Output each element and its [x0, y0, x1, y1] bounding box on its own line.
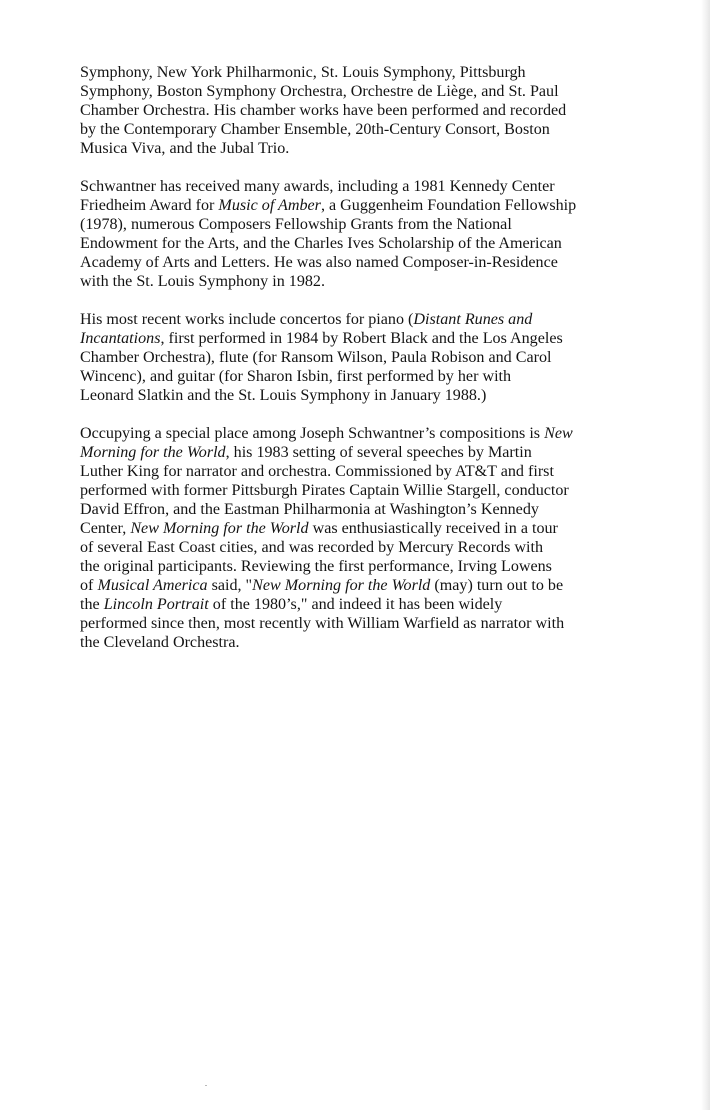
text-line — [80, 310, 708, 329]
text-run: Academy of Arts and Letters. He was also named Composer-in-Residence — [80, 254, 558, 271]
text-run: Wincenc), and guitar (for Sharon Isbin, first performed by her with — [80, 368, 512, 385]
text-line — [80, 557, 708, 576]
text-line — [80, 272, 708, 291]
text-run: (may) turn out to be — [430, 577, 564, 594]
text-run: performed with former Pittsburgh Pirates Captain Willie Stargell, conductor — [80, 482, 569, 499]
text-line — [80, 614, 708, 633]
paragraph — [80, 177, 708, 291]
text-line — [80, 329, 708, 348]
text-run: the Cleveland Orchestra. — [80, 634, 240, 651]
text-run: Friedheim Award for — [80, 197, 219, 214]
text-run: by the Contemporary Chamber Ensemble, 20th-Century Consort, Boston — [80, 121, 550, 138]
text-line — [80, 462, 708, 481]
body-text — [80, 63, 708, 671]
scan-speck — [205, 1085, 207, 1086]
text-line — [80, 633, 708, 652]
text-line — [80, 576, 708, 595]
text-line — [80, 424, 708, 443]
text-run: said, " — [207, 577, 253, 594]
text-line — [80, 234, 708, 253]
text-run: Symphony, Boston Symphony Orchestra, Orchestre de Liège, and St. Paul — [80, 83, 559, 100]
text-line — [80, 538, 708, 557]
italic-title: New — [544, 425, 573, 442]
italic-title: Musical America — [97, 577, 208, 594]
text-run: Endowment for the Arts, and the Charles Ives Scholarship of the American — [80, 235, 562, 252]
italic-title: New Morning for the World — [130, 520, 309, 537]
italic-title: Music of Amber — [218, 197, 321, 214]
text-line — [80, 177, 708, 196]
text-run: of the 1980’s," and indeed it has been widely — [208, 596, 503, 613]
text-run: Center, — [80, 520, 131, 537]
italic-title: Morning for the World — [80, 444, 226, 461]
text-run: of several East Coast cities, and was recorded by Mercury Records with — [80, 539, 543, 556]
text-run: the original participants. Reviewing the first performance, Irving Lowens — [80, 558, 552, 575]
text-line — [80, 595, 708, 614]
page-edge-shadow — [701, 0, 710, 1110]
paragraph — [80, 424, 708, 652]
text-run: Symphony, New York Philharmonic, St. Louis Symphony, Pittsburgh — [80, 64, 526, 81]
text-run: of — [80, 577, 98, 594]
text-line — [80, 443, 708, 462]
text-line — [80, 63, 708, 82]
text-run: , a Guggenheim Foundation Fellowship — [320, 197, 577, 214]
text-line — [80, 253, 708, 272]
text-run: His most recent works include concertos for piano ( — [80, 311, 414, 328]
italic-title: New Morning for the World — [252, 577, 431, 594]
text-run: Leonard Slatkin and the St. Louis Symphony in January 1988.) — [80, 387, 487, 404]
text-run: was enthusiastically received in a tour — [308, 520, 558, 537]
text-line — [80, 500, 708, 519]
text-line — [80, 215, 708, 234]
text-line — [80, 348, 708, 367]
italic-title: Incantations — [80, 330, 161, 347]
text-line — [80, 101, 708, 120]
text-run: the — [80, 596, 104, 613]
text-run: (1978), numerous Composers Fellowship Grants from the National — [80, 216, 512, 233]
text-line — [80, 139, 708, 158]
text-run: Chamber Orchestra. His chamber works have been performed and recorded — [80, 102, 567, 119]
text-run: Musica Viva, and the Jubal Trio. — [80, 140, 290, 157]
text-line — [80, 481, 708, 500]
paragraph — [80, 310, 708, 405]
text-run: David Effron, and the Eastman Philharmonia at Washington’s Kennedy — [80, 501, 539, 518]
text-run: Occupying a special place among Joseph Schwantner’s compositions is — [80, 425, 545, 442]
text-line — [80, 386, 708, 405]
text-line — [80, 196, 708, 215]
text-line — [80, 367, 708, 386]
text-line — [80, 519, 708, 538]
text-line — [80, 82, 708, 101]
text-run: Luther King for narrator and orchestra. Commissioned by AT&T and first — [80, 463, 554, 480]
text-run: Chamber Orchestra), flute (for Ransom Wilson, Paula Robison and Carol — [80, 349, 552, 366]
italic-title: Lincoln Portrait — [103, 596, 209, 613]
paragraph — [80, 63, 708, 158]
text-run: performed since then, most recently with William Warfield as narrator with — [80, 615, 565, 632]
text-run: Schwantner has received many awards, including a 1981 Kennedy Center — [80, 178, 555, 195]
text-run: with the St. Louis Symphony in 1982. — [80, 273, 325, 290]
text-run: , first performed in 1984 by Robert Black and the Los Angeles — [160, 330, 563, 347]
text-line — [80, 120, 708, 139]
italic-title: Distant Runes and — [413, 311, 533, 328]
text-run: , his 1983 setting of several speeches by Martin — [225, 444, 532, 461]
